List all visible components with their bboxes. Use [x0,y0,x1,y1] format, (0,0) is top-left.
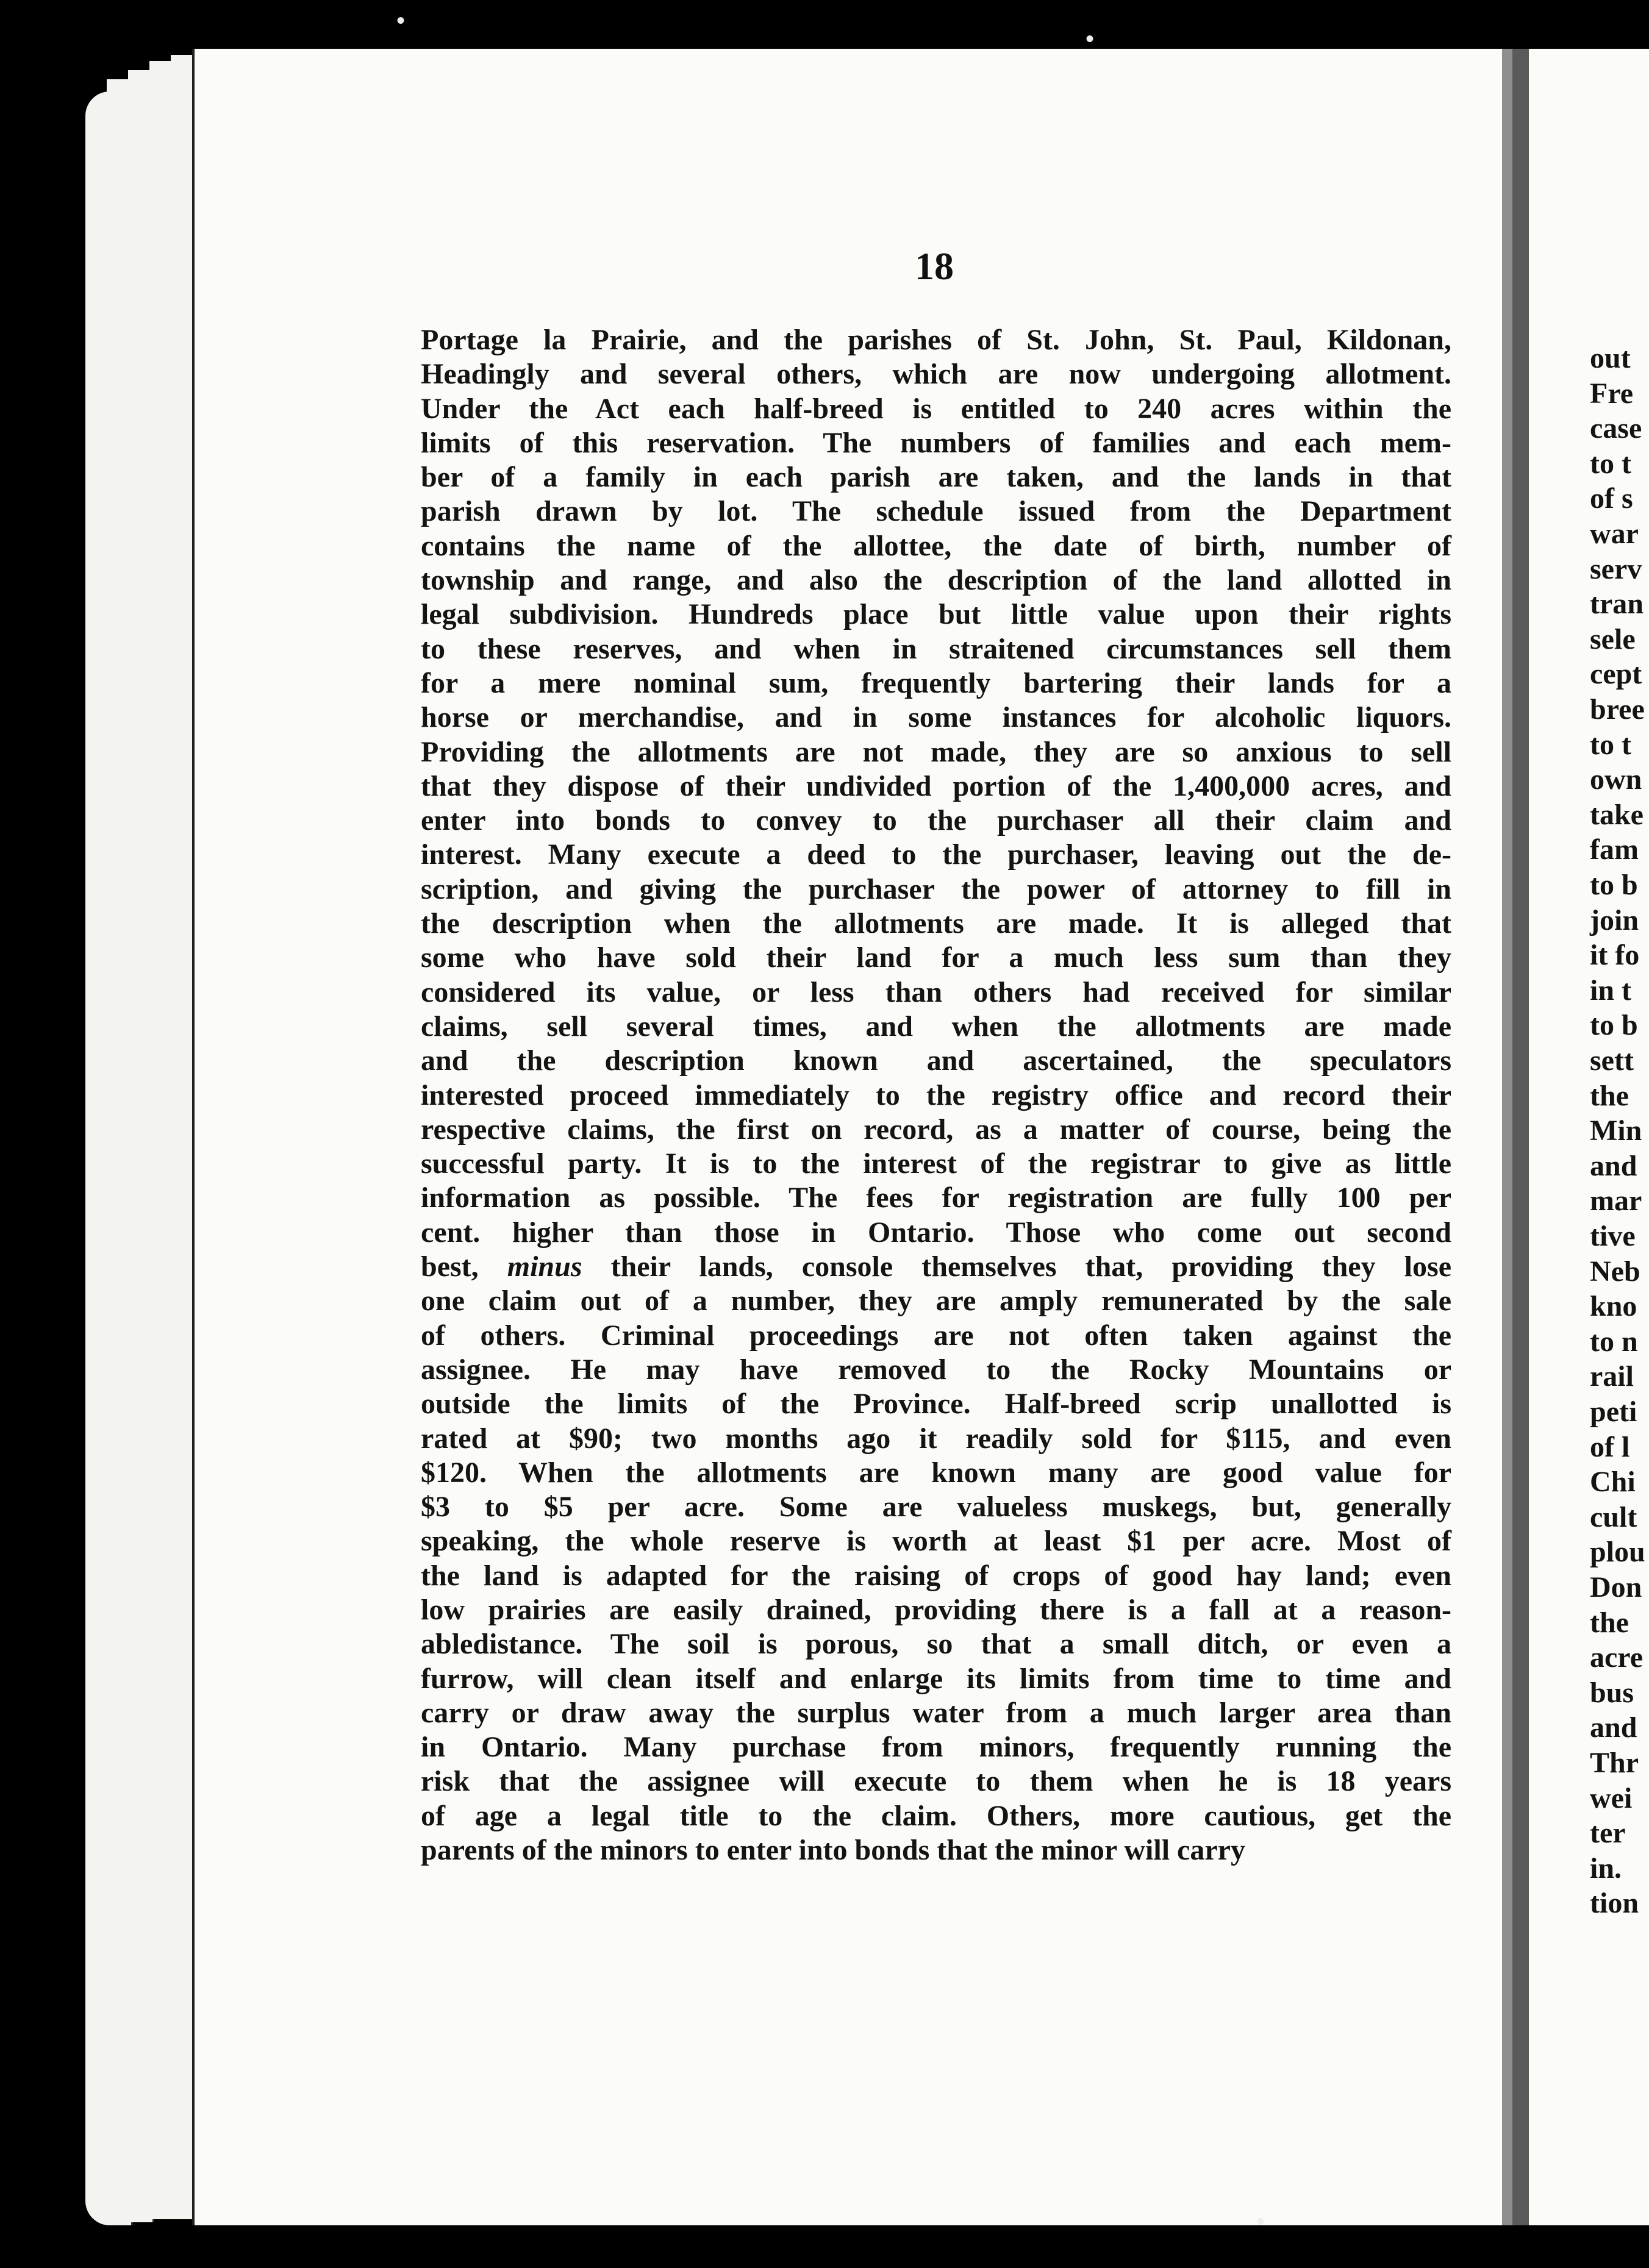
text-line: successful party. It is to the interest of the registrar to give as little [421,1147,1451,1180]
facing-page-line: peti [1590,1396,1637,1428]
text-line: the description when the allotments are made. It is alleged that [421,907,1451,940]
facing-page-line: bree [1590,693,1645,726]
scan-speck: • [1256,2208,1265,2235]
text-run: their lands, console themselves that, providing they lose [582,1250,1452,1283]
text-line: cent. higher than those in Ontario. Those who come out second [421,1216,1451,1249]
text-line: speaking, the whole reserve is worth at least $1 per acre. Most of [421,1525,1451,1558]
text-line-with-italic [421,1250,1451,1284]
text-line: horse or merchandise, and in some instances for alcoholic liquors. [421,701,1451,734]
text-line: Headingly and several others, which are now undergoing allotment. [421,358,1451,391]
text-line: for a mere nominal sum, frequently bartering their lands for a [421,666,1451,699]
text-run: best, [421,1250,507,1283]
text-line: scription, and giving the purchaser the power of attorney to fill in [421,872,1451,905]
facing-page-line: in t [1590,974,1632,1007]
scan-speck: • [396,7,406,34]
text-line: Under the Act each half-breed is entitled to 240 acres within the [421,392,1451,425]
facing-page-line: cult [1590,1500,1637,1533]
facing-page-line: of l [1590,1430,1630,1463]
text-line: parents of the minors to enter into bonds that the minor will carry [421,1834,1245,1867]
facing-page-line: to t [1590,447,1631,480]
text-line: respective claims, the first on record, as a matter of course, being the [421,1113,1451,1146]
text-line: claims, sell several times, and when the allotments are made [421,1010,1451,1043]
text-line: of others. Criminal proceedings are not often taken against the [421,1319,1451,1352]
facing-page-line: to b [1590,869,1638,901]
facing-page-line: of s [1590,482,1633,515]
text-line: information as possible. The fees for registration are fully 100 per [421,1182,1451,1214]
text-line: low prairies are easily drained, providing there is a fall at a reason- [421,1593,1451,1626]
facing-page-line: Thr [1590,1747,1639,1779]
facing-page-line: the [1590,1606,1629,1639]
text-line: interest. Many execute a deed to the purchaser, leaving out the de- [421,838,1451,871]
text-line: $3 to $5 per acre. Some are valueless muskegs, but, generally [421,1491,1451,1524]
text-line: township and range, and also the description of the land allotted in [421,564,1451,597]
text-line: one claim out of a number, they are amply remunerated by the sale [421,1285,1451,1318]
facing-page-line: ter [1590,1817,1626,1850]
facing-page-line: fam [1590,833,1639,866]
facing-page-line: plou [1590,1536,1645,1569]
facing-page-line: and [1590,1149,1637,1182]
facing-page-line: in. [1590,1852,1622,1885]
facing-page-line: Chi [1590,1466,1636,1499]
book-gutter [1512,49,1531,2225]
facing-page-line: and [1590,1711,1637,1744]
facing-page-line: tive [1590,1220,1636,1252]
facing-page-line: to t [1590,728,1631,761]
text-line: in Ontario. Many purchase from minors, frequently running the [421,1731,1451,1764]
facing-page-line: wei [1590,1781,1633,1814]
facing-page-line: serv [1590,552,1642,585]
facing-page-line: tion [1590,1887,1639,1920]
facing-page-line: sett [1590,1044,1634,1077]
facing-page-line: it fo [1590,939,1640,972]
facing-page-line: the [1590,1079,1629,1112]
facing-page-line: sele [1590,622,1636,655]
facing-page-line: own [1590,763,1642,796]
facing-page-line: bus [1590,1676,1634,1709]
text-line: legal subdivision. Hundreds place but little value upon their rights [421,598,1451,631]
facing-page-line: Neb [1590,1255,1640,1288]
text-line: Providing the allotments are not made, they are so anxious to sell [421,735,1451,768]
body-text [421,323,1451,1867]
text-line: some who have sold their land for a much less sum than they [421,941,1451,974]
facing-page-line: war [1590,518,1639,550]
facing-page-line: tran [1590,588,1644,621]
facing-page-line: rail [1590,1360,1634,1393]
text-line: parish drawn by lot. The schedule issued from the Department [421,495,1451,528]
facing-page [1529,49,1649,2225]
text-line: assignee. He may have removed to the Rocky Mountains or [421,1353,1451,1386]
facing-page-line: case [1590,412,1642,445]
text-line: considered its value, or less than others had received for similar [421,975,1451,1008]
facing-page-line: mar [1590,1185,1642,1218]
facing-page-line: Don [1590,1571,1642,1603]
facing-page-line: cept [1590,658,1642,691]
text-line: enter into bonds to convey to the purchaser all their claim and [421,804,1451,837]
facing-page-line: Min [1590,1114,1642,1147]
text-line: Portage la Prairie, and the parishes of St. John, St. Paul, Kildonan, [421,324,1451,356]
text-line: and the description known and ascertained, the speculators [421,1044,1451,1077]
text-line: furrow, will clean itself and enlarge its limits from time to time and [421,1662,1451,1695]
page-number: 18 [915,244,954,288]
text-line: risk that the assignee will execute to them when he is 18 years [421,1765,1451,1798]
text-line: of age a legal title to the claim. Others, more cautious, get the [421,1799,1451,1832]
text-line: outside the limits of the Province. Half-breed scrip unallotted is [421,1388,1451,1421]
text-line: to these reserves, and when in straitened circumstances sell them [421,632,1451,665]
facing-page-line: acre [1590,1641,1644,1674]
facing-page-line: kno [1590,1290,1637,1323]
facing-page-line: to n [1590,1325,1638,1358]
facing-page-line: join [1590,904,1639,936]
text-line: abledistance. The soil is porous, so that a small ditch, or even a [421,1628,1451,1661]
facing-page-line: Fre [1590,377,1634,410]
text-line: carry or draw away the surplus water from a much larger area than [421,1696,1451,1729]
text-line: limits of this reservation. The numbers of families and each mem- [421,426,1451,459]
text-line: ber of a family in each parish are taken, and the lands in that [421,461,1451,494]
text-line: contains the name of the allottee, the date of birth, number of [421,529,1451,562]
facing-page-line: out [1590,342,1631,374]
text-line: that they dispose of their undivided portion of the 1,400,000 acres, and [421,769,1451,802]
scan-speck: • [1086,25,1095,52]
text-line: $120. When the allotments are known many are good value for [421,1456,1451,1489]
italic-word: minus [507,1250,582,1283]
facing-page-line: to b [1590,1009,1638,1042]
text-line: the land is adapted for the raising of crops of good hay land; even [421,1559,1451,1592]
text-line: interested proceed immediately to the registry office and record their [421,1079,1451,1111]
facing-page-line: take [1590,798,1644,831]
text-line: rated at $90; two months ago it readily sold for $115, and even [421,1422,1451,1455]
